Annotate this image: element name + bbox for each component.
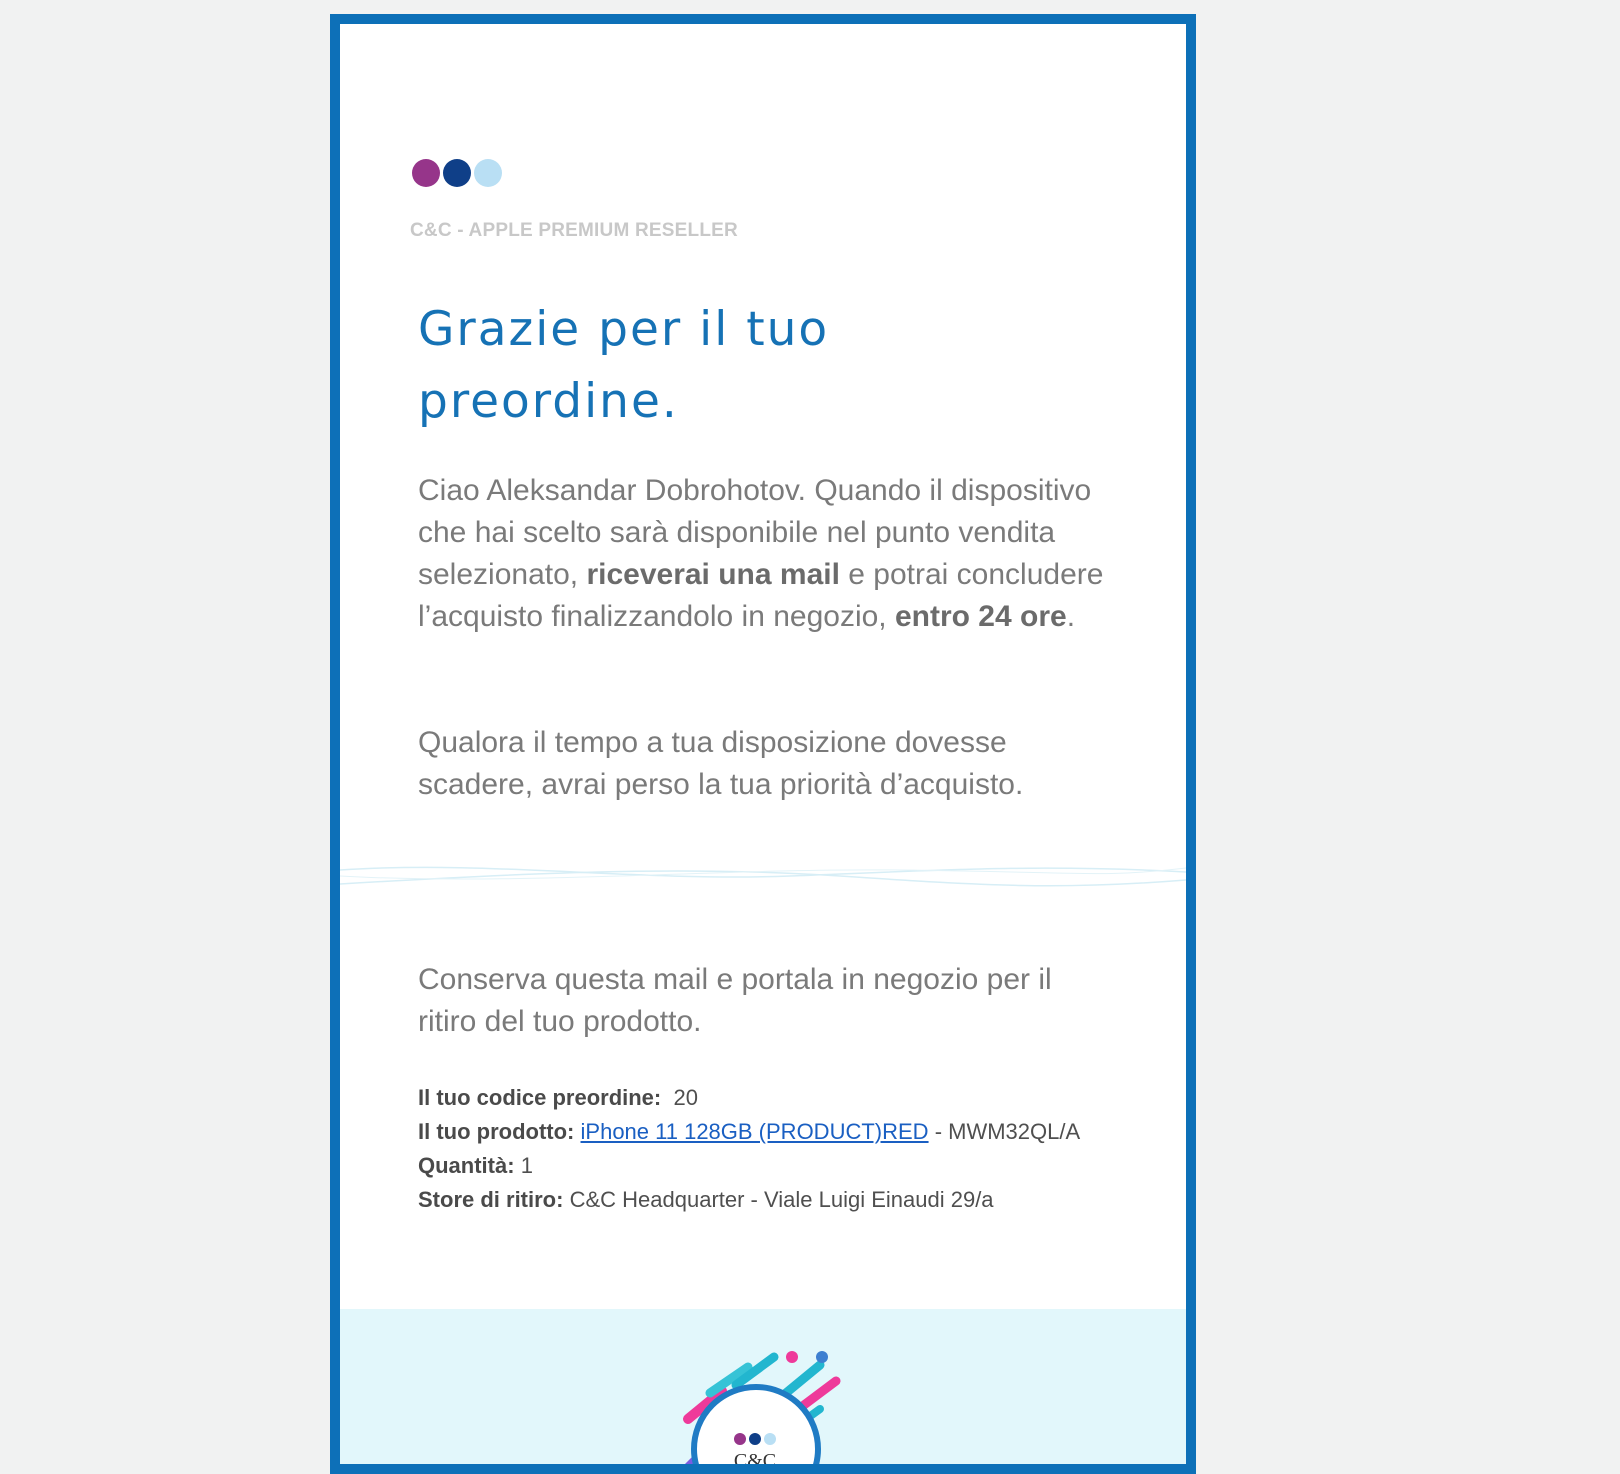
footer-band — [340, 1309, 1186, 1472]
intro-text-3: . — [1066, 600, 1076, 633]
logo-dot-navy — [443, 159, 471, 187]
email-card — [340, 24, 1186, 1472]
brand-name: C&C - APPLE PREMIUM RESELLER — [410, 220, 738, 241]
page-title: Grazie per il tuo preordine. — [418, 302, 830, 429]
logo-dot-purple — [412, 159, 440, 187]
warning-paragraph: Qualora il tempo a tua disposizione dovesse scadere, avrai perso la tua priorità d’acquisto. — [418, 726, 1024, 801]
quantity-value: 1 — [520, 1153, 533, 1178]
intro-paragraph — [418, 470, 1118, 638]
quantity-row — [418, 1149, 1138, 1183]
footer-brand-logo — [670, 1349, 870, 1472]
brand-logo-dots — [412, 159, 502, 187]
intro-text-2: e potrai concludere l’acquisto finalizzandolo in negozio, — [418, 558, 1104, 633]
email-frame — [330, 14, 1196, 1474]
footer-logo-text: C&C — [733, 1450, 777, 1472]
preorder-code-row — [418, 1081, 1138, 1115]
preorder-code-label: Il tuo codice preordine: — [418, 1085, 662, 1110]
store-value: C&C Headquarter - Viale Luigi Einaudi 29/a — [569, 1187, 994, 1212]
preorder-details — [418, 1081, 1138, 1217]
intro-bold-1: riceverai una mail — [586, 558, 840, 591]
keep-mail-paragraph: Conserva questa mail e portala in negozio per il ritiro del tuo prodotto. — [418, 963, 1052, 1038]
quantity-label: Quantità: — [418, 1153, 515, 1178]
store-row — [418, 1183, 1138, 1217]
product-link[interactable]: iPhone 11 128GB (PRODUCT)RED — [580, 1119, 929, 1144]
product-code: - MWM32QL/A — [934, 1119, 1081, 1144]
intro-bold-2: entro 24 ore — [894, 600, 1067, 633]
store-label: Store di ritiro: — [418, 1187, 564, 1212]
intro-text-1: Ciao Aleksandar Dobrohotov. Quando il dispositivo che hai scelto sarà disponibile nel punto vendita selezionato, — [418, 474, 1092, 591]
product-row — [418, 1115, 1138, 1149]
product-label: Il tuo prodotto: — [418, 1119, 575, 1144]
preorder-code-value: 20 — [673, 1085, 698, 1110]
logo-dot-lightblue — [474, 159, 502, 187]
wave-divider — [340, 860, 1186, 900]
